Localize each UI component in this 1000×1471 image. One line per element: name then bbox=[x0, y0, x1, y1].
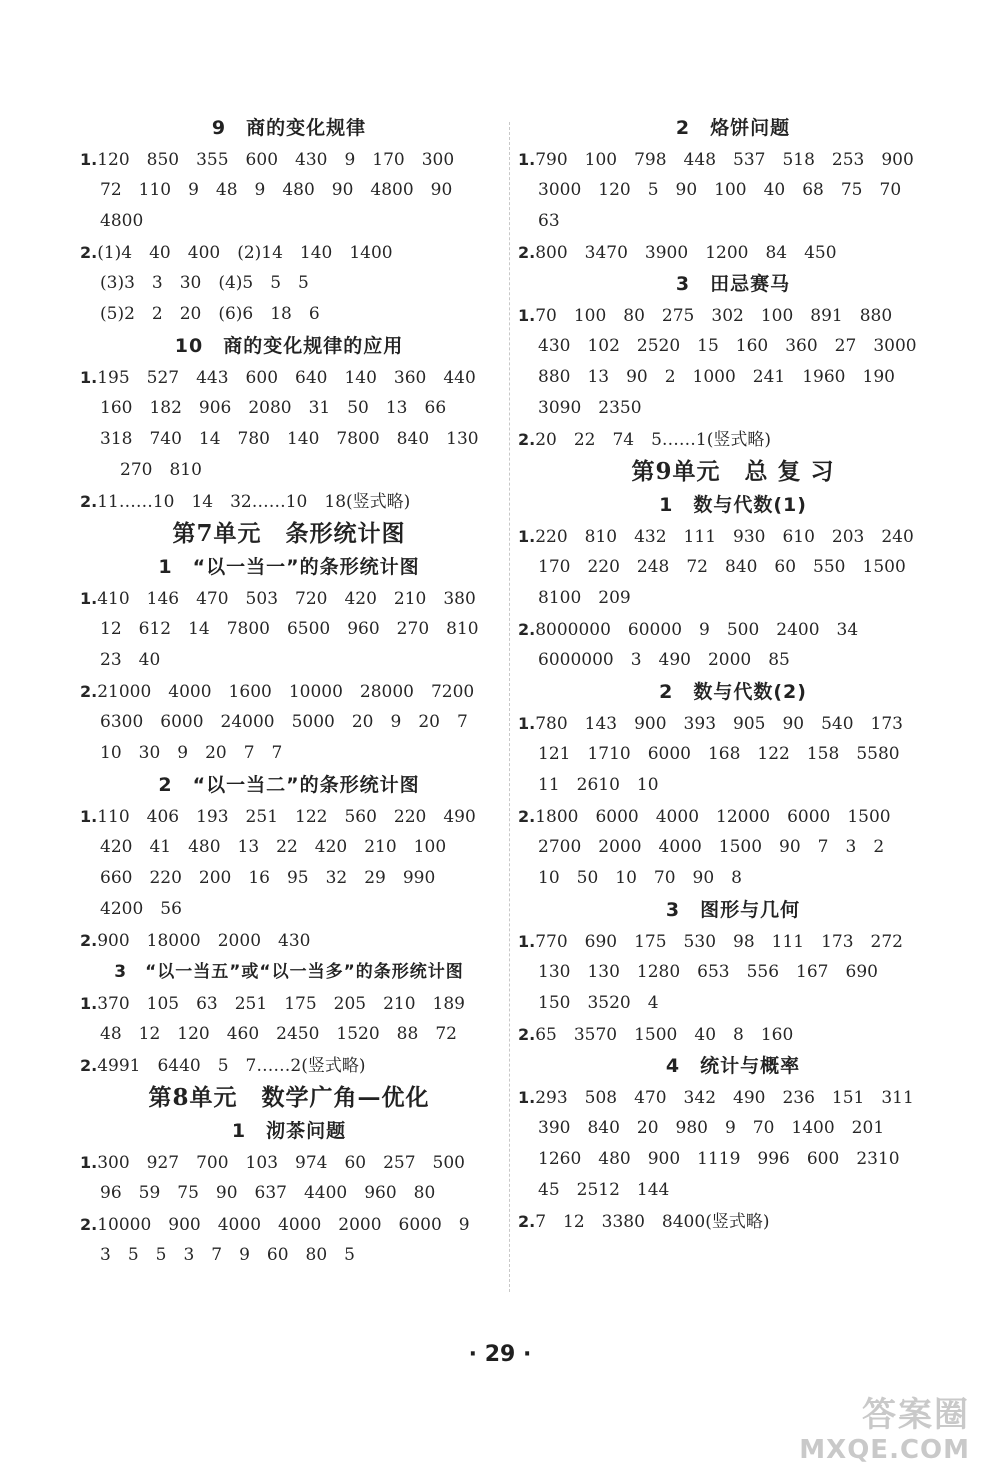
answer-line: 1.790 100 798 448 537 518 253 900 bbox=[518, 150, 914, 170]
unit-title: 第8单元 数学广角—优化 bbox=[148, 1084, 430, 1111]
answer-line: 420 41 480 13 22 420 210 100 bbox=[100, 837, 447, 857]
question-number: 2. bbox=[80, 931, 98, 950]
question-number: 1. bbox=[80, 589, 98, 608]
right-column bbox=[518, 112, 948, 1237]
answer-line: 270 810 bbox=[120, 460, 202, 480]
watermark-url: MXQE.COM bbox=[799, 1435, 970, 1465]
answer-line: 2700 2000 4000 1500 90 7 3 2 bbox=[538, 837, 885, 857]
question-number: 1. bbox=[80, 150, 98, 169]
answer-line: 2.21000 4000 1600 10000 28000 7200 bbox=[80, 682, 475, 702]
answer-line: 72 110 9 48 9 480 90 4800 90 bbox=[100, 180, 453, 200]
answer-line: 2.800 3470 3900 1200 84 450 bbox=[518, 243, 837, 263]
answer-line: 1.300 927 700 103 974 60 257 500 bbox=[80, 1153, 465, 1173]
answer-line: 10 30 9 20 7 7 bbox=[100, 743, 283, 763]
answer-line: 2.(1)4 40 400 (2)14 140 1400 bbox=[80, 243, 393, 263]
question-number: 1. bbox=[518, 1088, 536, 1107]
section-title: 2 数与代数(2) bbox=[659, 681, 807, 703]
answer-line: 23 40 bbox=[100, 650, 161, 670]
question-number: 2. bbox=[80, 1056, 98, 1075]
question-number: 1. bbox=[518, 714, 536, 733]
answer-line: 4800 bbox=[100, 211, 144, 231]
question-number: 1. bbox=[80, 1153, 98, 1172]
answer-line: 2.7 12 3380 8400(竖式略) bbox=[518, 1212, 770, 1232]
question-number: 1. bbox=[518, 932, 536, 951]
answer-line: 1.293 508 470 342 490 236 151 311 bbox=[518, 1088, 914, 1108]
question-number: 1. bbox=[518, 527, 536, 546]
answer-line: 2.10000 900 4000 4000 2000 6000 9 bbox=[80, 1215, 470, 1235]
answer-line: 1.195 527 443 600 640 140 360 440 bbox=[80, 368, 476, 388]
answer-line: 1.220 810 432 111 930 610 203 240 bbox=[518, 527, 914, 547]
page-number: · 29 · bbox=[468, 1342, 532, 1367]
answer-line: 160 182 906 2080 31 50 13 66 bbox=[100, 398, 447, 418]
answer-line: 3000 120 5 90 100 40 68 75 70 bbox=[538, 180, 902, 200]
answer-line: 390 840 20 980 9 70 1400 201 bbox=[538, 1118, 885, 1138]
answer-line: 880 13 90 2 1000 241 1960 190 bbox=[538, 367, 895, 387]
section-title: 2 “以一当二”的条形统计图 bbox=[158, 774, 420, 796]
answer-line: 2.65 3570 1500 40 8 160 bbox=[518, 1025, 794, 1045]
answer-line: 4200 56 bbox=[100, 899, 182, 919]
question-number: 2. bbox=[80, 492, 98, 511]
watermark-logo: 答案圈 bbox=[862, 1395, 970, 1435]
answer-line: 11 2610 10 bbox=[538, 775, 659, 795]
answer-line: 3 5 5 3 7 9 60 80 5 bbox=[100, 1245, 355, 1265]
answer-line: 2.8000000 60000 9 500 2400 34 bbox=[518, 620, 859, 640]
answer-line: 10 50 10 70 90 8 bbox=[538, 868, 742, 888]
answer-line: 318 740 14 780 140 7800 840 130 bbox=[100, 429, 479, 449]
section-title: 9 商的变化规律 bbox=[211, 117, 367, 139]
answer-line: 430 102 2520 15 160 360 27 3000 bbox=[538, 336, 917, 356]
answer-line: 1.770 690 175 530 98 111 173 272 bbox=[518, 932, 903, 952]
answer-line: 6000000 3 490 2000 85 bbox=[538, 650, 790, 670]
answer-line: 121 1710 6000 168 122 158 5580 bbox=[538, 744, 900, 764]
answer-line: 63 bbox=[538, 211, 560, 231]
answer-line: 45 2512 144 bbox=[538, 1180, 670, 1200]
answer-line: 96 59 75 90 637 4400 960 80 bbox=[100, 1183, 436, 1203]
section-title: 4 统计与概率 bbox=[665, 1055, 801, 1077]
question-number: 2. bbox=[80, 1215, 98, 1234]
section-title: 2 烙饼问题 bbox=[675, 117, 791, 139]
answer-line: 2.900 18000 2000 430 bbox=[80, 931, 311, 951]
section-title: 3 图形与几何 bbox=[665, 899, 801, 921]
question-number: 2. bbox=[518, 807, 536, 826]
question-number: 1. bbox=[80, 994, 98, 1013]
column-divider bbox=[509, 122, 510, 1292]
watermark bbox=[799, 1395, 970, 1465]
answer-line: 6300 6000 24000 5000 20 9 20 7 bbox=[100, 712, 468, 732]
answer-line: 150 3520 4 bbox=[538, 993, 659, 1013]
section-title: 3 “以一当五”或“以一当多”的条形统计图 bbox=[114, 962, 464, 982]
section-title: 1 “以一当一”的条形统计图 bbox=[158, 556, 420, 578]
section-title: 3 田忌赛马 bbox=[675, 273, 791, 295]
answer-line: 2.1800 6000 4000 12000 6000 1500 bbox=[518, 807, 891, 827]
answer-line: 1.110 406 193 251 122 560 220 490 bbox=[80, 807, 476, 827]
answer-line: 1.370 105 63 251 175 205 210 189 bbox=[80, 994, 465, 1014]
answer-line: 1260 480 900 1119 996 600 2310 bbox=[538, 1149, 900, 1169]
question-number: 2. bbox=[80, 682, 98, 701]
answer-line: 3090 2350 bbox=[538, 398, 642, 418]
question-number: 2. bbox=[518, 1212, 536, 1231]
answer-line: 2.20 22 74 5……1(竖式略) bbox=[518, 430, 772, 450]
answer-line: 130 130 1280 653 556 167 690 bbox=[538, 962, 878, 982]
question-number: 2. bbox=[518, 243, 536, 262]
answer-line: 2.11……10 14 32……10 18(竖式略) bbox=[80, 492, 411, 512]
question-number: 1. bbox=[518, 306, 536, 325]
answer-line: 660 220 200 16 95 32 29 990 bbox=[100, 868, 436, 888]
question-number: 2. bbox=[518, 620, 536, 639]
question-number: 2. bbox=[80, 243, 98, 262]
question-number: 2. bbox=[518, 430, 536, 449]
unit-title: 第7单元 条形统计图 bbox=[172, 520, 406, 547]
answer-line: 1.70 100 80 275 302 100 891 880 bbox=[518, 306, 893, 326]
question-number: 1. bbox=[80, 807, 98, 826]
unit-title: 第9单元 总 复 习 bbox=[631, 458, 835, 485]
left-column bbox=[80, 112, 498, 1271]
answer-line: 48 12 120 460 2450 1520 88 72 bbox=[100, 1024, 457, 1044]
section-title: 1 数与代数(1) bbox=[659, 494, 807, 516]
answer-line: 1.410 146 470 503 720 420 210 380 bbox=[80, 589, 476, 609]
answer-line: (3)3 3 30 (4)5 5 5 bbox=[100, 273, 309, 293]
answer-line: 1.780 143 900 393 905 90 540 173 bbox=[518, 714, 903, 734]
answer-line: 1.120 850 355 600 430 9 170 300 bbox=[80, 150, 455, 170]
question-number: 1. bbox=[518, 150, 536, 169]
answer-line: 170 220 248 72 840 60 550 1500 bbox=[538, 557, 906, 577]
question-number: 1. bbox=[80, 368, 98, 387]
answer-line: 12 612 14 7800 6500 960 270 810 bbox=[100, 619, 479, 639]
answer-line: 2.4991 6440 5 7……2(竖式略) bbox=[80, 1056, 366, 1076]
answer-line: (5)2 2 20 (6)6 18 6 bbox=[100, 304, 320, 324]
question-number: 2. bbox=[518, 1025, 536, 1044]
section-title: 10 商的变化规律的应用 bbox=[174, 335, 404, 357]
answer-line: 8100 209 bbox=[538, 588, 631, 608]
section-title: 1 沏茶问题 bbox=[231, 1120, 347, 1142]
